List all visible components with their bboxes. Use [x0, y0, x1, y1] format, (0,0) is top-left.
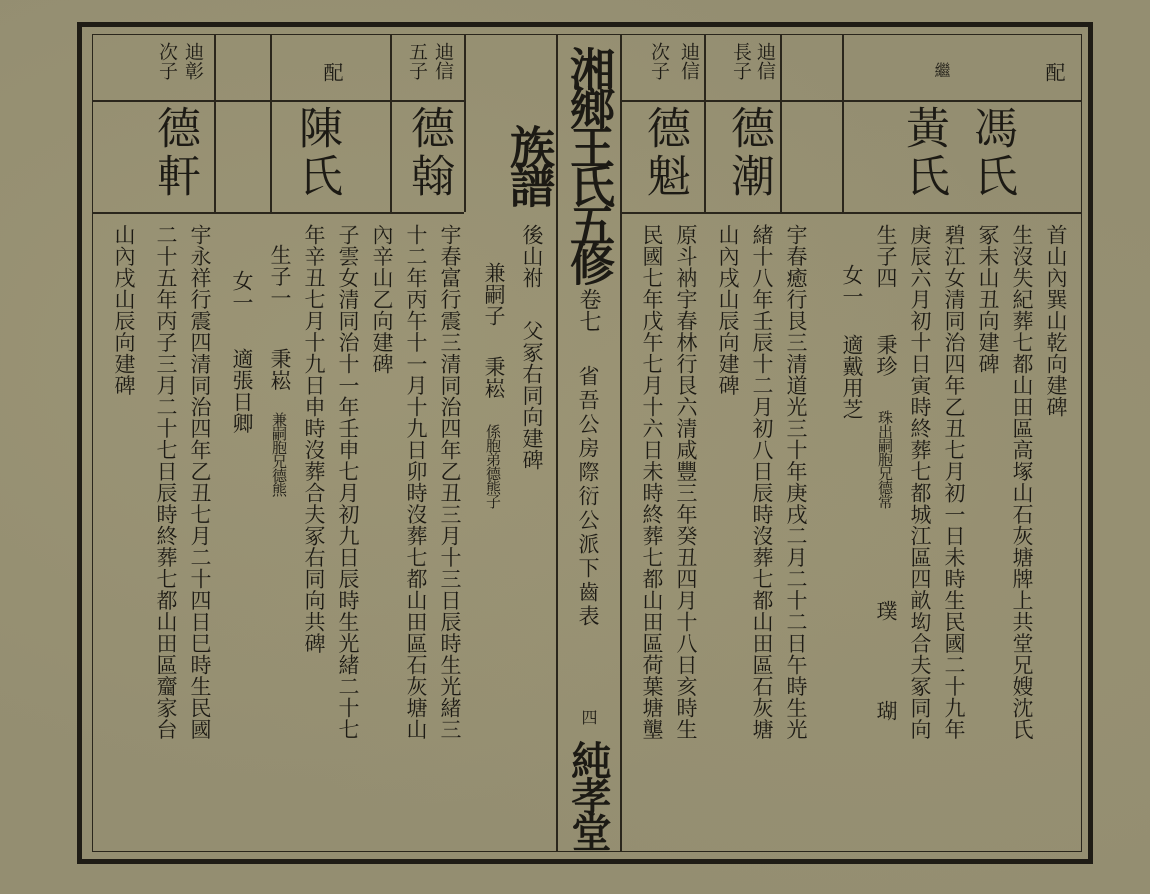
spouse-mark: 配	[1042, 62, 1066, 82]
children-line: 瑚	[874, 700, 898, 722]
children-line: 生子四	[874, 224, 898, 289]
adoption-line: 兼嗣子	[482, 262, 506, 327]
children-note: 珠出嗣胞兄德常	[876, 410, 894, 508]
text-column: 民國七年戊午七月十六日未時終葬七都山田區荷葉塘壟	[640, 224, 664, 740]
daughter-line: 女一	[230, 270, 254, 313]
children-line: 生子一	[268, 244, 292, 309]
children-line: 秉珍	[874, 334, 898, 377]
text-column: 宇春富行震三清同治四年乙丑三月十三日辰時生光緒三	[438, 224, 462, 740]
text-column: 原斗衲宇春林行艮六清咸豐三年癸丑四月十八日亥時生	[674, 224, 698, 740]
divider	[270, 34, 272, 212]
son-relation: 迪彰	[182, 42, 204, 80]
son-relation: 迪信	[754, 42, 776, 80]
son-name: 德軒	[149, 105, 200, 201]
children-line: 秉崧	[268, 348, 292, 391]
text-column: 冢未山丑向建碑	[976, 224, 1000, 375]
page-number: 四	[579, 709, 598, 725]
children-line: 璞	[874, 600, 898, 622]
son-relation: 次子	[156, 42, 178, 80]
divider	[780, 34, 782, 212]
spouse-name: 馮氏	[966, 105, 1017, 201]
daughter-line: 適戴用芝	[840, 334, 864, 420]
rule-right-name	[620, 212, 1082, 214]
adoption-line: 秉崧	[482, 356, 506, 399]
son-relation: 迪信	[432, 42, 454, 80]
volume-label: 卷七	[576, 288, 601, 332]
son-name: 德潮	[723, 105, 774, 201]
text-column: 宇春癒行艮三清道光三十年庚戌二月二十二日午時生光	[784, 224, 808, 740]
son-relation: 長子	[730, 42, 752, 80]
text-column: 宇永祥行震四清同治四年乙丑七月二十四日巳時生民國	[188, 224, 212, 740]
adoption-note: 係胞弟德熊子	[484, 424, 502, 508]
second-spouse-mark: 繼	[932, 62, 951, 78]
spouse-mark: 配	[320, 62, 344, 82]
divider	[704, 34, 706, 212]
book-title: 湘鄉王氏五修族譜	[502, 46, 615, 280]
daughter-line: 女一	[840, 264, 864, 307]
text-column: 首山內巽山乾向建碑	[1044, 224, 1068, 418]
son-name: 德翰	[403, 105, 454, 201]
spouse-name: 陳氏	[291, 105, 342, 201]
divider	[842, 34, 844, 212]
divider	[214, 34, 216, 212]
text-column: 山內戌山辰向建碑	[112, 224, 136, 396]
text-column: 碧江女清同治四年乙丑七月初一日未時生民國二十九年	[942, 224, 966, 740]
son-name: 德魁	[639, 105, 690, 201]
son-relation: 次子	[648, 42, 670, 80]
divider	[390, 34, 392, 212]
text-column: 十二年丙午十一月十九日卯時沒葬七都山田區石灰塘山	[404, 224, 428, 740]
text-column: 後山祔	[520, 224, 544, 289]
text-column: 父冢右同向建碑	[520, 320, 544, 471]
spine-border-right	[620, 34, 622, 852]
text-column: 緒十八年壬辰十二月初八日辰時沒葬七都山田區石灰塘	[750, 224, 774, 740]
daughter-line: 適張日卿	[230, 348, 254, 434]
divider	[464, 34, 466, 212]
text-column: 生沒失紀葬七都山田區高塚山石灰塘牌上共堂兄嫂沈氏	[1010, 224, 1034, 740]
text-column: 年辛丑七月十九日申時沒葬合夫冢右同向共碑	[302, 224, 326, 654]
text-column: 二十五年丙子三月二十七日辰時終葬七都山田區齏家台	[154, 224, 178, 740]
text-column: 山內戌山辰向建碑	[716, 224, 740, 396]
text-column: 內辛山乙向建碑	[370, 224, 394, 375]
son-relation: 五子	[406, 42, 428, 80]
branch-subtitle: 省吾公房際衍公派下齒表	[576, 365, 600, 629]
son-relation: 迪信	[678, 42, 700, 80]
text-column: 庚辰六月初十日寅時終葬七都城江區四畝㘭合夫冢同向	[908, 224, 932, 740]
second-spouse-name: 黃氏	[898, 105, 949, 201]
children-note: 兼嗣胞兄德熊	[270, 412, 288, 496]
rule-left-name	[92, 212, 464, 214]
text-column: 子雲女清同治十一年壬申七月初九日辰時生光緒二十七	[336, 224, 360, 740]
hall-name: 純孝堂	[565, 740, 612, 848]
